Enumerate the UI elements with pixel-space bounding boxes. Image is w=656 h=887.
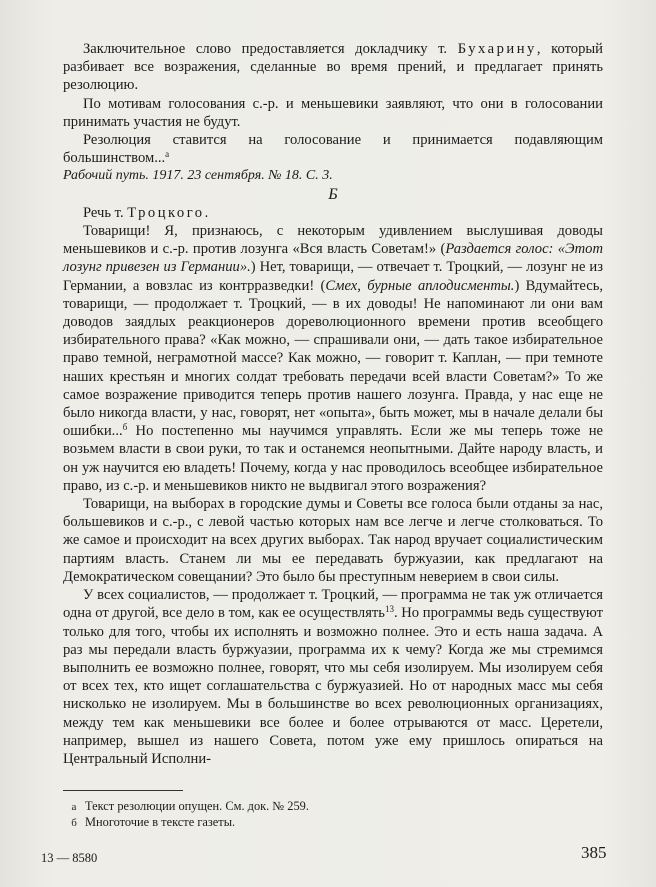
speech-paragraph-1: Товарищи! Я, признаюсь, с некоторым удивлением выслушивая доводы меньшевиков и с.-р. против лозунга «Вся власть Советам!» (Раздается голос: «Этот лозунг привезен из Германии».) Нет, товарищи, — отвечает т. Троцкий, — лозунг не из Германии, а вовзлас из контрразведки! (Смех, бурные аплодисменты.) Вдумайтесь, товарищи, — продолжает т. Троцкий, — в их доводы! Не напоминают ли они вам доводов заядлых реакционеров дореволюционного времени против всеобщего избирательного права? «Как можно, — спрашивали они, — дать такое избирательное право темной, неграмотной массе? Как можно, — говорит т. Каплан, — при темноте наших крестьян и многих солдат требовать передачи всей власти Советам?» То же самое возражение приводится теперь против нашего лозунга. Правда, у нас еще не было никогда власти, у нас, говорят, нет «опыта», быть может, мы в начале делали бы ошибки...$^б$ Но постепенно мы научимся управлять. Если же мы теперь тоже не возьмем власти в свои руки, то так и останемся неопытными. Дайте народу власть, и он уж научится ею владеть! Почему, когда у нас проводилось всеобщее избирательное право, из с.-р. и меньшевиков никто не выдвигал этого возражения? [63, 223, 604, 494]
printer-signature: 13 — 8580 [41, 851, 98, 865]
speech-title: Речь т. Троцкого. [83, 204, 209, 221]
paragraph-voting-motives: По мотивам голосования с.-р. и меньшевики заявляют, что они в голосовании принимать участия не будут. [63, 95, 603, 130]
footnote-ref-b: б [122, 422, 128, 433]
footnote-a: а Текст резолюции опущен. См. док. № 259. [71, 799, 309, 813]
section-letter: Б [328, 185, 338, 203]
paragraph-closing-word: Заключительное слово предоставляется докладчику т. Бухарину, который разбивает все возражения, сделанные во время прений, и предлагает принять резолюцию. [63, 41, 603, 94]
bukharin-name: Бухарину [457, 41, 537, 57]
footnote-b: б Многоточие в тексте газеты. [71, 815, 236, 829]
source-citation: Рабочий путь. 1917. 23 сентября. № 18. С. 3. [63, 168, 333, 184]
speech-paragraph-3: У всех социалистов, — продолжает т. Троцкий, — программа не так уж отличается одна от другой, все дело в том, как ее осуществлять$^{13}$. Но программы ведь существуют только для того, чтобы их исполнять и возможно полнее. Это и есть наша задача. А раз мы передали власть буржуазии, программа их к чему? Когда же мы стремимся выполнить ее возможно полнее, говорят, что мы себя изолируем. Мы изолируем себя от всех тех, кто ищет соглашательства с буржуазией. Но от народных масс мы себя нисколько не изолируем. Мы в большинстве во всех революционных организациях, между тем как меньшевики все более и более отрываются от масс. Церетели, например, вышел из нашего Совета, потом уже ему пришлось опираться на Центральный Исполни- [63, 587, 603, 767]
speech-paragraph-2: Товарищи, на выборах в городские думы и Советы все голоса были отданы за нас, большевиков и с.-р., с левой частью которых нам все легче и легче столковаться. То же самое и происходит на всех других выборах. Так народ вручает социалистическим партиям власть. Станем ли мы ее передавать буржуазии, как предлагают на Демократическом совещании? Это было бы преступным неверием в свои силы. [63, 496, 603, 585]
text-column [63, 40, 603, 768]
endnote-ref-13: 13 [384, 604, 394, 615]
footnote-divider [63, 790, 183, 791]
footnote-ref-a: а [165, 149, 170, 160]
paragraph-resolution: Резолюция ставится на голосование и принимается подавляющим большинством...$^а$ [63, 132, 603, 167]
page-number: 385 [581, 843, 607, 862]
